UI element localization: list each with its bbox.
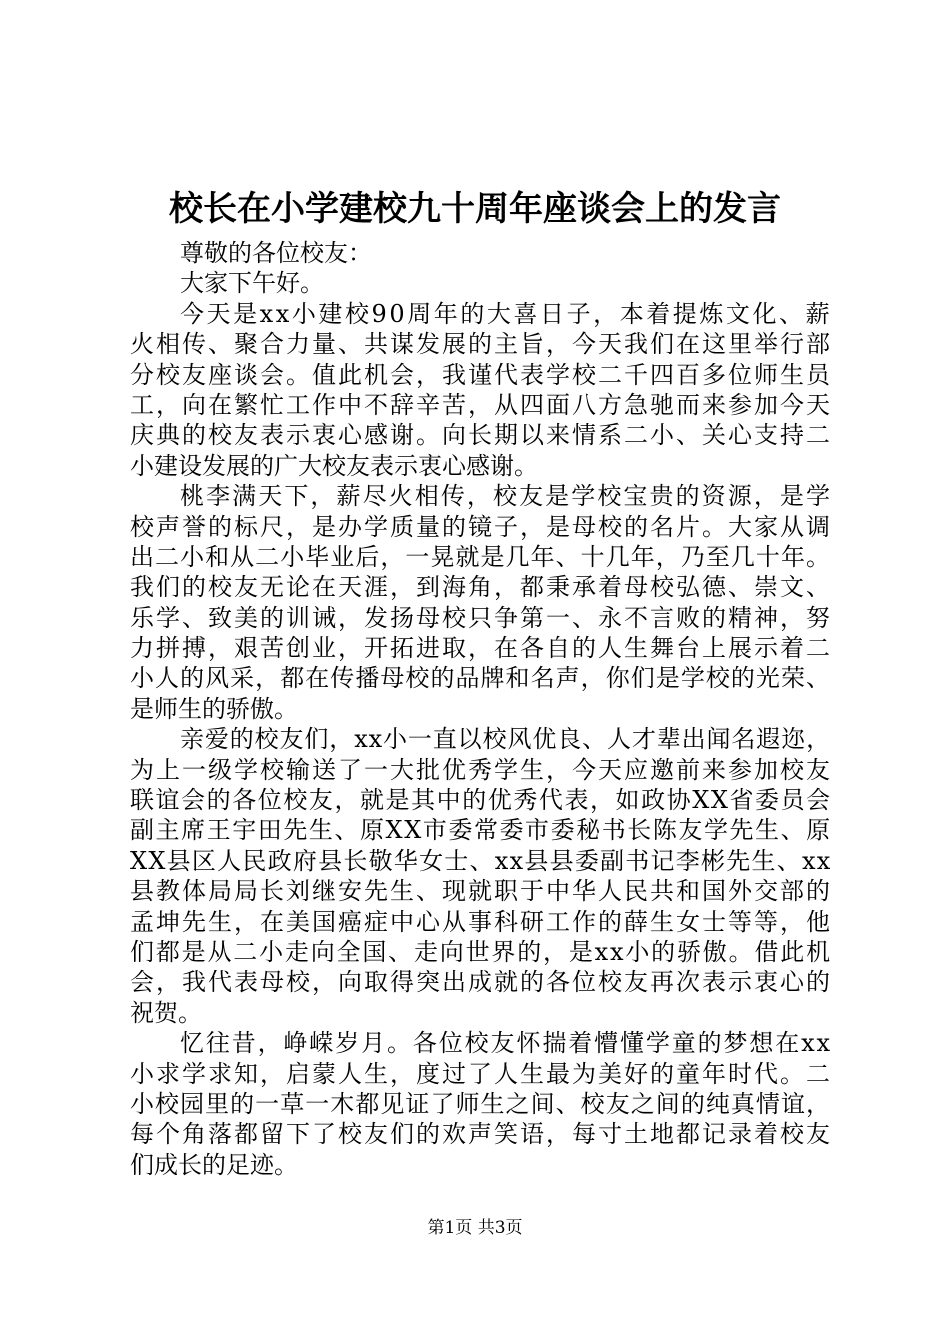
text-line: 今天是xx小建校90周年的大喜日子，本着提炼文化、薪 — [180, 299, 833, 328]
paragraph — [130, 299, 833, 481]
text-line: 小人的风采，都在传播母校的品牌和名声，你们是学校的光荣、 — [130, 664, 832, 693]
text-line: 为上一级学校输送了一大批优秀学生，今天应邀前来参加校友 — [130, 755, 832, 784]
text-line: 副主席王宇田先生、原XX市委常委市委秘书长陈友学先生、原 — [130, 816, 832, 845]
text-line: 是师生的骄傲。 — [130, 694, 298, 723]
text-line: 会，我代表母校，向取得突出成就的各位校友再次表示衷心的 — [130, 968, 832, 997]
text-line: 大家下午好。 — [180, 269, 324, 298]
page-footer: 第1页 共3页 — [427, 1218, 523, 1238]
text-line: 县教体局局长刘继安先生、现就职于中华人民共和国外交部的 — [130, 877, 832, 906]
text-line: 力拼搏，艰苦创业，开拓进取，在各自的人生舞台上展示着二 — [130, 634, 832, 663]
document-body — [130, 238, 833, 1180]
text-line: 尊敬的各位校友： — [180, 239, 372, 267]
text-line: 乐学、致美的训诫，发扬母校只争第一、永不言败的精神，努 — [130, 603, 832, 632]
text-line: 我们的校友无论在天涯，到海角，都秉承着母校弘德、崇文、 — [130, 573, 832, 602]
text-line: 工，向在繁忙工作中不辞辛苦，从四面八方急驰而来参加今天 — [130, 390, 832, 419]
text-line: XX县区人民政府县长敬华女士、xx县县委副书记李彬先生、xx — [130, 846, 832, 875]
text-line: 小建设发展的广大校友表示衷心感谢。 — [130, 451, 538, 480]
text-line: 校声誉的标尺，是办学质量的镜子，是母校的名片。大家从调 — [130, 512, 832, 541]
paragraph — [130, 238, 830, 268]
text-line: 出二小和从二小毕业后，一晃就是几年、十几年，乃至几十年。 — [130, 542, 832, 571]
text-line: 祝贺。 — [130, 998, 202, 1027]
text-line: 联谊会的各位校友，就是其中的优秀代表，如政协XX省委员会 — [130, 786, 832, 815]
text-line: 小校园里的一草一木都见证了师生之间、校友之间的纯真情谊， — [130, 1089, 832, 1118]
text-line: 们成长的足迹。 — [130, 1150, 298, 1179]
paragraph — [130, 481, 833, 724]
paragraph — [130, 268, 830, 298]
paragraph — [130, 1028, 830, 1180]
text-line: 分校友座谈会。值此机会，我谨代表学校二千四百多位师生员 — [130, 360, 832, 389]
paragraph — [130, 724, 830, 1028]
text-line: 孟坤先生，在美国癌症中心从事科研工作的薛生女士等等，他 — [130, 907, 832, 936]
text-line: 小求学求知，启蒙人生，度过了人生最为美好的童年时代。二 — [130, 1059, 832, 1088]
document-title: 校长在小学建校九十周年座谈会上的发言 — [169, 189, 781, 229]
text-line: 火相传、聚合力量、共谋发展的主旨，今天我们在这里举行部 — [130, 330, 832, 359]
text-line: 亲爱的校友们，xx小一直以校风优良、人才辈出闻名遐迩， — [180, 725, 831, 754]
text-line: 桃李满天下，薪尽火相传，校友是学校宝贵的资源，是学 — [180, 482, 833, 511]
text-line: 庆典的校友表示衷心感谢。向长期以来情系二小、关心支持二 — [130, 421, 832, 450]
text-line: 们都是从二小走向全国、走向世界的，是xx小的骄傲。借此机 — [130, 937, 832, 966]
text-line: 忆往昔，峥嵘岁月。各位校友怀揣着懵懂学童的梦想在xx — [180, 1029, 832, 1058]
text-line: 每个角落都留下了校友们的欢声笑语，每寸土地都记录着校友 — [130, 1120, 832, 1149]
